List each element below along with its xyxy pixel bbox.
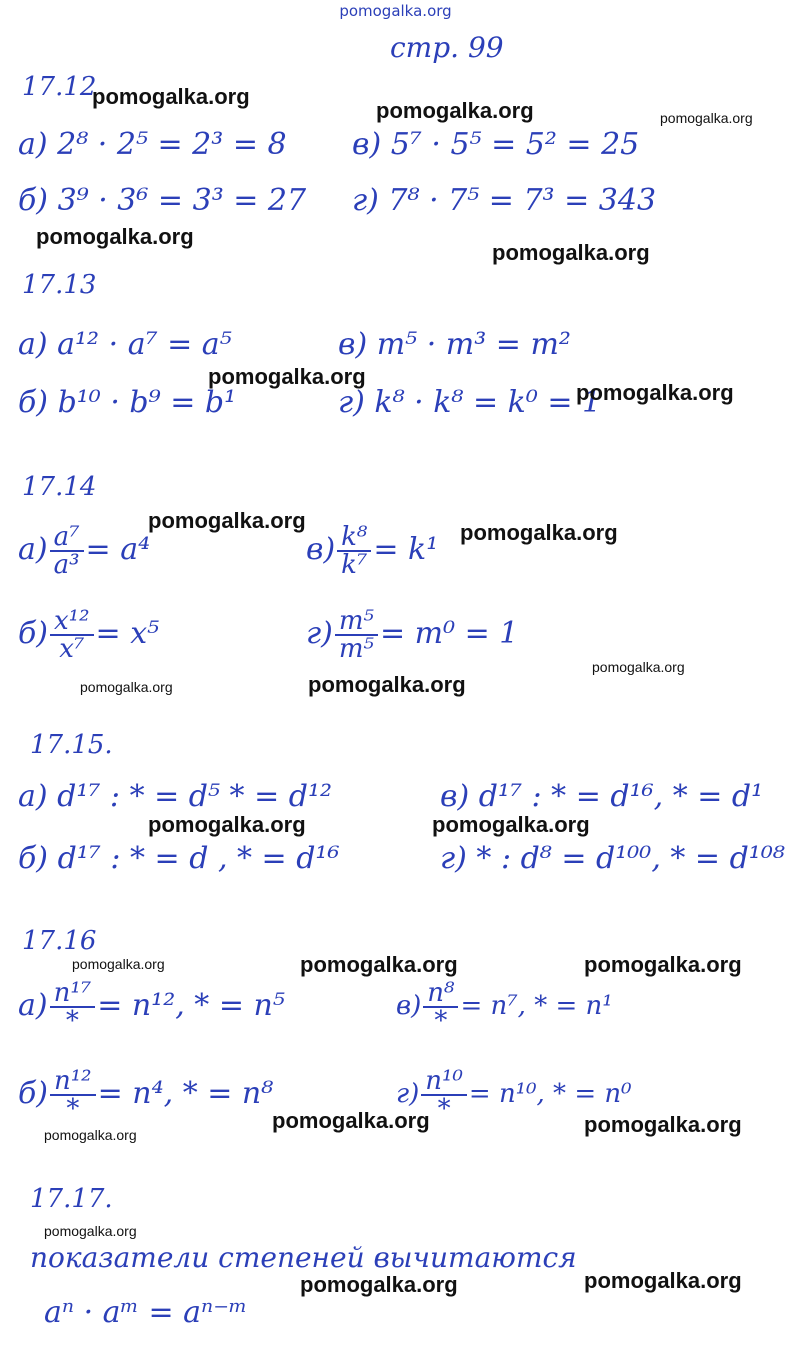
- fraction: [423, 980, 458, 1034]
- item-expression: d¹⁷ : * = d⁵ * = d¹²: [57, 779, 333, 814]
- task-item-a: [18, 779, 333, 814]
- watermark: pomogalka.org: [376, 98, 534, 123]
- fraction-denominator: *: [65, 1006, 79, 1036]
- task-number: 17.14: [22, 472, 97, 502]
- watermark: pomogalka.org: [432, 812, 590, 837]
- watermark: pomogalka.org: [492, 240, 650, 265]
- item-result: = n¹⁰, * = n⁰: [468, 1079, 632, 1109]
- watermark: pomogalka.org: [660, 110, 753, 126]
- item-label: б): [18, 1076, 49, 1111]
- task-item-a: [18, 327, 232, 362]
- fraction-denominator: *: [66, 1094, 80, 1124]
- item-expression: a¹² · a⁷ = a⁵: [57, 327, 232, 362]
- item-expression: m⁵ · m³ = m²: [376, 327, 571, 362]
- rule-note: показатели степеней вычитаются: [30, 1241, 577, 1274]
- watermark: pomogalka.org: [72, 956, 165, 972]
- task-item-b: [18, 183, 307, 218]
- item-result: = m⁰ = 1: [379, 616, 519, 651]
- watermark: pomogalka.org: [592, 659, 685, 675]
- item-label: б): [18, 616, 49, 651]
- item-label: г): [440, 841, 467, 876]
- item-expression: b¹⁰ · b⁹ = b¹: [57, 385, 237, 420]
- watermark: pomogalka.org: [308, 672, 466, 697]
- item-label: а): [18, 127, 48, 162]
- fraction: [50, 980, 96, 1034]
- item-expression: d¹⁷ : * = d¹⁶, * = d¹: [478, 779, 764, 814]
- item-label: в): [396, 991, 422, 1021]
- task-item-b: [18, 1068, 273, 1122]
- fraction: [50, 524, 84, 578]
- item-label: в): [440, 779, 470, 814]
- rule-formula: aⁿ · aᵐ = aⁿ⁻ᵐ: [44, 1295, 248, 1330]
- task-item-b: [18, 608, 159, 662]
- item-result: = n⁴, * = n⁸: [97, 1076, 274, 1111]
- item-expression: 3⁹ · 3⁶ = 3³ = 27: [57, 183, 307, 218]
- item-expression: 7⁸ · 7⁵ = 7³ = 343: [388, 183, 657, 218]
- item-expression: d¹⁷ : * = d , * = d¹⁶: [57, 841, 340, 876]
- fraction: [50, 608, 94, 662]
- item-label: б): [18, 385, 49, 420]
- fraction-numerator: n⁸: [423, 980, 458, 1008]
- item-label: а): [18, 532, 48, 567]
- task-item-v: [352, 127, 640, 162]
- task-item-v: [306, 524, 438, 578]
- site-header-watermark: pomogalka.org: [339, 2, 452, 20]
- watermark: pomogalka.org: [148, 812, 306, 837]
- task-item-v: [396, 980, 613, 1034]
- task-item-g: [338, 385, 602, 420]
- watermark: pomogalka.org: [80, 679, 173, 695]
- item-expression: 2⁸ · 2⁵ = 2³ = 8: [57, 127, 287, 162]
- item-label: а): [18, 327, 48, 362]
- task-item-a: [18, 127, 287, 162]
- fraction: [50, 1068, 96, 1122]
- watermark: pomogalka.org: [92, 84, 250, 109]
- item-label: в): [338, 327, 368, 362]
- task-item-v: [338, 327, 571, 362]
- watermark: pomogalka.org: [576, 380, 734, 405]
- item-result: = k¹: [373, 532, 439, 567]
- task-number: 17.13: [22, 270, 97, 300]
- watermark: pomogalka.org: [300, 952, 458, 977]
- item-label: а): [18, 988, 48, 1023]
- item-label: г): [306, 616, 333, 651]
- watermark: pomogalka.org: [460, 520, 618, 545]
- watermark: pomogalka.org: [300, 1272, 458, 1297]
- watermark: pomogalka.org: [584, 1268, 742, 1293]
- task-item-b: [18, 385, 237, 420]
- item-label: г): [338, 385, 365, 420]
- task-number: 17.15.: [30, 730, 113, 760]
- watermark: pomogalka.org: [272, 1108, 430, 1133]
- watermark: pomogalka.org: [148, 508, 306, 533]
- task-number: 17.17.: [30, 1184, 113, 1214]
- item-result: = a⁴: [85, 532, 151, 567]
- watermark: pomogalka.org: [44, 1223, 137, 1239]
- fraction-denominator: x⁷: [59, 634, 85, 664]
- item-label: б): [18, 841, 49, 876]
- item-label: а): [18, 779, 48, 814]
- fraction-denominator: *: [437, 1094, 451, 1124]
- task-item-a: [18, 980, 285, 1034]
- item-expression: * : d⁸ = d¹⁰⁰, * = d¹⁰⁸: [476, 841, 785, 876]
- item-label: в): [306, 532, 336, 567]
- task-item-g: [440, 841, 785, 876]
- watermark: pomogalka.org: [208, 364, 366, 389]
- watermark: pomogalka.org: [584, 952, 742, 977]
- item-label: г): [396, 1079, 420, 1109]
- fraction-numerator: k⁸: [337, 524, 371, 552]
- item-expression: k⁸ · k⁸ = k⁰ = 1: [374, 385, 602, 420]
- fraction-numerator: n¹⁷: [50, 980, 96, 1008]
- fraction-numerator: n¹⁰: [421, 1068, 467, 1096]
- task-item-v: [440, 779, 764, 814]
- page-reference: стр. 99: [390, 31, 504, 64]
- fraction-numerator: n¹²: [50, 1068, 96, 1096]
- fraction-denominator: k⁷: [341, 550, 368, 580]
- item-result: = x⁵: [95, 616, 160, 651]
- fraction-numerator: x¹²: [50, 608, 94, 636]
- fraction-denominator: a³: [53, 550, 80, 580]
- item-expression: 5⁷ · 5⁵ = 5² = 25: [390, 127, 640, 162]
- fraction-numerator: a⁷: [50, 524, 84, 552]
- item-result: = n⁷, * = n¹: [460, 991, 613, 1021]
- task-item-b: [18, 841, 340, 876]
- task-item-g: [306, 608, 518, 662]
- fraction: [335, 608, 378, 662]
- item-label: г): [352, 183, 379, 218]
- fraction-numerator: m⁵: [335, 608, 378, 636]
- fraction: [337, 524, 371, 578]
- watermark: pomogalka.org: [36, 224, 194, 249]
- watermark: pomogalka.org: [44, 1127, 137, 1143]
- fraction-denominator: m⁵: [338, 634, 374, 664]
- task-item-a: [18, 524, 150, 578]
- item-label: в): [352, 127, 382, 162]
- item-result: = n¹², * = n⁵: [97, 988, 285, 1023]
- fraction-denominator: *: [434, 1006, 448, 1036]
- watermark: pomogalka.org: [584, 1112, 742, 1137]
- task-number: 17.16: [22, 926, 97, 956]
- item-label: б): [18, 183, 49, 218]
- task-number: 17.12: [22, 72, 97, 102]
- task-item-g: [352, 183, 657, 218]
